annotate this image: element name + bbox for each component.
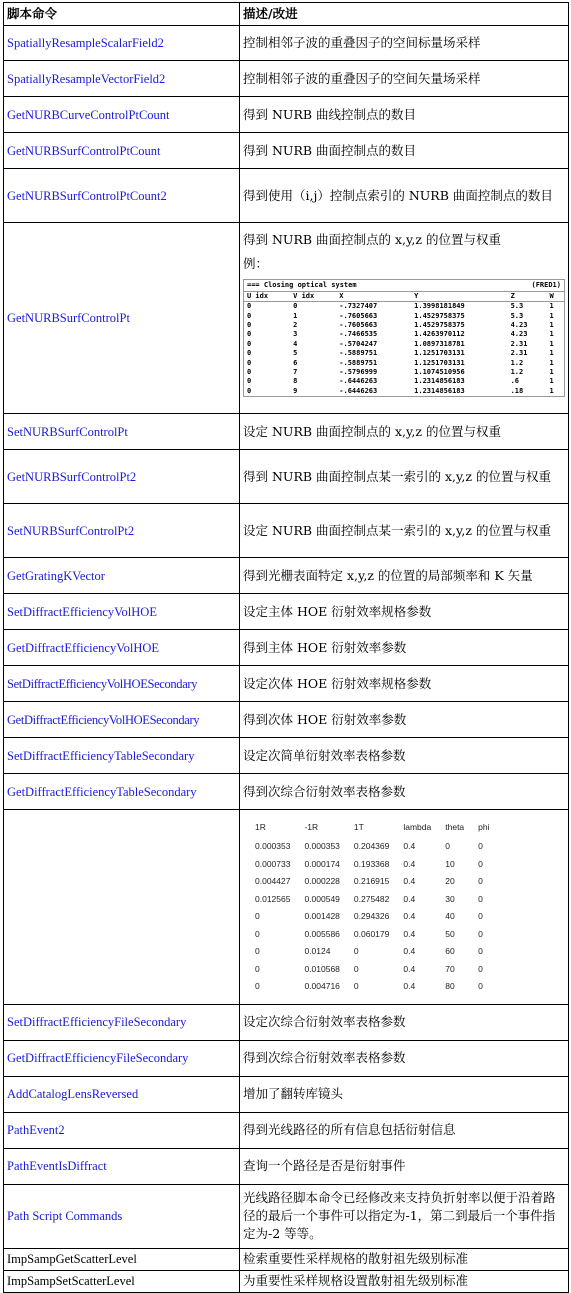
example-cell-value: 0 — [247, 368, 252, 377]
table-row — [4, 738, 569, 774]
table-row — [4, 1040, 569, 1076]
example-cell-value: 2.31 — [510, 349, 528, 358]
example-cell-value: 0.4 — [403, 911, 416, 921]
command-description: 查询一个路径是否是衍射事件 — [240, 1148, 569, 1184]
command-text: ImpSampSetScatterLevel — [4, 1270, 240, 1292]
example-cell-value: 0 — [247, 339, 252, 348]
command-link[interactable]: GetNURBSurfControlPtCount — [4, 133, 240, 169]
example-header-cell: W — [547, 292, 564, 302]
command-description: 得到 NURB 曲面控制点某一索引的 x,y,z 的位置与权重 — [240, 450, 569, 504]
example-cell-value: 0.001428 — [304, 911, 340, 921]
command-link[interactable]: SetNURBSurfControlPt — [4, 414, 240, 450]
command-description: 设定次综合衍射效率表格参数 — [240, 1004, 569, 1040]
command-description: 设定次简单衍射效率表格参数 — [240, 738, 569, 774]
example-cell-value: -.7605663 — [339, 311, 378, 320]
example-cell-value: 5.3 — [510, 311, 524, 320]
example-cell-value: 0.0124 — [304, 946, 331, 956]
command-description: 检索重要性采样规格的散射祖先级别标准 — [240, 1248, 569, 1270]
example-cell-value: 0.4 — [403, 841, 416, 851]
table-row — [4, 133, 569, 169]
example-cell-value: 1.2314856183 — [414, 386, 465, 395]
command-description: 设定次体 HOE 衍射效率规格参数 — [240, 666, 569, 702]
example-cell-value: 20 — [445, 876, 455, 886]
example-cell-value: 60 — [445, 946, 455, 956]
example-header-cell: 1R — [255, 822, 266, 832]
example-cell-value: 80 — [445, 981, 455, 991]
command-description: 得到主体 HOE 衍射效率参数 — [240, 630, 569, 666]
example-cell-value: 0 — [247, 311, 252, 320]
example-header-cell: -1R — [304, 822, 319, 832]
example-cell-value: 0.4 — [403, 946, 416, 956]
example-cell-value: 0.005586 — [304, 928, 340, 939]
example-cell-value: -.6446263 — [339, 386, 378, 395]
example-cell-value: 0.012565 — [255, 893, 291, 904]
command-link[interactable]: PathEvent2 — [4, 1112, 240, 1148]
command-link[interactable]: SpatiallyResampleVectorField2 — [4, 61, 240, 97]
example-cell-value: 0.216915 — [353, 876, 390, 886]
example-cell-value: -.5889751 — [339, 349, 378, 358]
example-header-cell: V idx — [290, 292, 336, 302]
example-cell-value: 1.4529758375 — [414, 311, 465, 320]
table-row — [4, 594, 569, 630]
command-description: 光线路径脚本命令已经修改来支持负折射率以便于沿着路径的最后一个事件可以指定为-1，第二到最后一个事件指定为-2 等等。 — [240, 1184, 569, 1248]
empty-cell — [4, 810, 240, 1005]
example-row — [244, 377, 564, 386]
example-header-cell: lambda — [403, 822, 432, 832]
command-description-cell — [240, 223, 569, 414]
example-row — [244, 321, 564, 330]
example-cell-value: 0 — [478, 858, 483, 869]
example-cell-value: 0.4 — [403, 858, 416, 869]
command-description: 控制相邻子波的重叠因子的空间矢量场采样 — [240, 61, 569, 97]
example-cell-value: 70 — [445, 963, 455, 974]
example-cell-value: 0.4 — [403, 893, 416, 904]
example-cell-value: 1 — [549, 358, 554, 367]
example-cell-value: 1.3998181849 — [414, 302, 465, 311]
example-cell-value: 0 — [255, 946, 260, 956]
example-table-efficiency-wrap — [243, 816, 565, 996]
example-cell-value: 0.000174 — [304, 858, 340, 869]
example-screenshot-nurb — [243, 279, 565, 397]
table-row — [4, 61, 569, 97]
command-text: ImpSampGetScatterLevel — [4, 1248, 240, 1270]
example-cell-value: 0 — [247, 349, 252, 358]
example-cell-value: -.7605663 — [339, 321, 378, 330]
example-cell-value: 0.294326 — [353, 911, 390, 921]
example-row — [244, 359, 564, 368]
example-cell-value: 0.000549 — [304, 893, 340, 904]
example-cell-value: 1.1251703131 — [414, 358, 465, 367]
command-link[interactable]: SetDiffractEfficiencyFileSecondary — [4, 1004, 240, 1040]
example-cell-value: 0.000733 — [255, 858, 291, 869]
example-cell-value: -.6446263 — [339, 377, 378, 386]
example-cell-value: 50 — [445, 928, 455, 939]
example-cell-value: 10 — [445, 858, 455, 869]
example-cell-value: 0 — [255, 963, 260, 974]
command-link[interactable]: GetDiffractEfficiencyTableSecondary — [4, 774, 240, 810]
example-title: === Closing optical system — [247, 281, 357, 289]
command-link[interactable]: AddCatalogLensReversed — [4, 1076, 240, 1112]
example-table-efficiency — [255, 816, 504, 996]
table-row-example — [4, 810, 569, 1005]
example-row — [244, 330, 564, 339]
example-row — [244, 368, 564, 377]
command-description: 得到 NURB 曲面控制点的数目 — [240, 133, 569, 169]
command-description: 得到光线路径的所有信息包括衍射信息 — [240, 1112, 569, 1148]
example-cell-value: 0.004716 — [304, 981, 340, 991]
example-cell-value: 0 — [478, 893, 483, 904]
example-cell-value: -.7466535 — [339, 330, 378, 339]
command-link[interactable]: GetNURBSurfControlPt — [4, 223, 240, 414]
table-row — [4, 97, 569, 133]
example-cell-value: 0.204369 — [353, 841, 390, 851]
command-description: 增加了翻转库镜头 — [240, 1076, 569, 1112]
example-cell-value: 1 — [293, 311, 298, 320]
example-cell-value: 0.4 — [403, 981, 416, 991]
example-cell-value: 0 — [255, 981, 260, 991]
example-cell-value: 30 — [445, 893, 455, 904]
command-link[interactable]: GetDiffractEfficiencyFileSecondary — [4, 1040, 240, 1076]
table-row — [4, 1112, 569, 1148]
example-header-cell: X — [336, 292, 411, 302]
example-cell-value: 1 — [549, 368, 554, 377]
example-header-cell: 1T — [353, 822, 364, 832]
command-description: 得到 NURB 曲线控制点的数目 — [240, 97, 569, 133]
command-link[interactable]: SetDiffractEfficiencyTableSecondary — [4, 738, 240, 774]
example-cell-value: -.5704247 — [339, 339, 378, 348]
example-cell-value: 0.010568 — [304, 963, 340, 974]
example-cell-value: 9 — [293, 386, 298, 395]
example-cell-value: 6 — [293, 358, 298, 367]
example-cell-value: 0 — [247, 302, 252, 311]
command-link[interactable]: GetGratingKVector — [4, 558, 240, 594]
example-row — [255, 908, 504, 926]
command-link[interactable]: PathEventIsDiffract — [4, 1148, 240, 1184]
table-row — [4, 1248, 569, 1270]
example-cell-value: 2.31 — [510, 339, 528, 348]
command-link[interactable]: GetNURBSurfControlPt2 — [4, 450, 240, 504]
example-cell-value: 2 — [293, 321, 298, 330]
example-cell-value: 40 — [445, 911, 455, 921]
example-cell-value: 1.0897318781 — [414, 339, 465, 348]
example-cell-value: 5.3 — [510, 302, 524, 311]
example-cell-value: 0.004427 — [255, 876, 291, 886]
example-cell-value: 1.4263970112 — [414, 330, 465, 339]
command-link[interactable]: GetDiffractEfficiencyVolHOESecondary — [4, 702, 240, 738]
example-cell-value: 4.23 — [510, 321, 528, 330]
example-cell-value: -.5889751 — [339, 358, 378, 367]
example-cell-value: 1 — [549, 311, 554, 320]
example-cell-value: 0 — [478, 928, 483, 939]
example-cell-value: 0.060179 — [353, 928, 390, 939]
example-cell-value: 0 — [255, 928, 260, 939]
table-row — [4, 169, 569, 223]
example-cell-value: 4 — [293, 339, 298, 348]
command-link[interactable]: Path Script Commands — [4, 1184, 240, 1248]
table-row — [4, 1004, 569, 1040]
example-cell-value: 1.4529758375 — [414, 321, 465, 330]
example-cell-value: 0 — [247, 321, 252, 330]
example-cell-value: 0 — [247, 358, 252, 367]
example-cell-value: 1 — [549, 302, 554, 311]
command-description: 得到次综合衍射效率表格参数 — [240, 1040, 569, 1076]
example-row — [255, 943, 504, 961]
example-cell-value: 0 — [247, 386, 252, 395]
header-description: 描述/改进 — [240, 3, 569, 26]
example-cell-value: 1.1251703131 — [414, 349, 465, 358]
command-description: 控制相邻子波的重叠因子的空间标量场采样 — [240, 26, 569, 61]
command-link[interactable]: GetNURBCurveControlPtCount — [4, 97, 240, 133]
example-table-nurb — [244, 291, 564, 396]
command-description: 为重要性采样规格设置散射祖先级别标准 — [240, 1270, 569, 1292]
example-cell-value: 4.23 — [510, 330, 528, 339]
example-cell-value: 0.000353 — [255, 841, 291, 851]
command-link[interactable]: SpatiallyResampleScalarField2 — [4, 26, 240, 61]
example-cell-value: 0 — [478, 963, 483, 974]
example-cell-value: -.7327407 — [339, 302, 378, 311]
example-cell-value: 7 — [293, 368, 298, 377]
command-description: 设定 NURB 曲面控制点的 x,y,z 的位置与权重 — [240, 414, 569, 450]
example-header-cell: theta — [445, 822, 465, 832]
example-row — [255, 891, 504, 909]
table-row — [4, 26, 569, 61]
example-cell-value: 1 — [549, 330, 554, 339]
table-row — [4, 1184, 569, 1248]
example-header-cell: U idx — [244, 292, 290, 302]
example-cell-value: .18 — [510, 386, 524, 395]
example-row — [255, 873, 504, 891]
table-row — [4, 1148, 569, 1184]
header-row — [4, 3, 569, 26]
example-cell-value: 1.2 — [510, 368, 524, 377]
table-row — [4, 450, 569, 504]
command-link[interactable]: SetDiffractEfficiencyVolHOE — [4, 594, 240, 630]
example-header-cell: phi — [478, 822, 490, 832]
example-cell-value: 0 — [353, 946, 359, 956]
example-cell-value: 0.275482 — [353, 893, 390, 904]
table-row — [4, 702, 569, 738]
example-cell-value: 1.2314856183 — [414, 377, 465, 386]
example-cell-value: 0 — [478, 841, 483, 851]
example-cell-value: 0 — [247, 330, 252, 339]
example-cell-value: 1 — [549, 386, 554, 395]
table-row — [4, 774, 569, 810]
example-cell-value: 0.4 — [403, 963, 416, 974]
table-row — [4, 504, 569, 558]
example-cell — [240, 810, 569, 1005]
example-cell-value: 0 — [445, 841, 450, 851]
table-row — [4, 558, 569, 594]
example-cell-value: 0.4 — [403, 876, 416, 886]
example-cell-value: 0 — [255, 911, 260, 921]
example-row — [244, 312, 564, 321]
example-cell-value: 0 — [478, 911, 483, 921]
command-description: 得到次体 HOE 衍射效率参数 — [240, 702, 569, 738]
example-cell-value: 0 — [353, 963, 359, 974]
command-link[interactable]: SetDiffractEfficiencyVolHOESecondary — [4, 666, 240, 702]
example-row — [255, 926, 504, 944]
example-cell-value: 0.4 — [403, 928, 416, 939]
example-cell-value: 3 — [293, 330, 298, 339]
example-cell-value: 1 — [549, 377, 554, 386]
example-cell-value: 1.1074510956 — [414, 368, 465, 377]
example-cell-value: 1 — [549, 349, 554, 358]
example-label: 例： — [243, 256, 269, 271]
header-command: 脚本命令 — [4, 3, 240, 26]
command-description: 得到使用（i,j）控制点索引的 NURB 曲面控制点的数目 — [240, 169, 569, 223]
example-cell-value: 0 — [478, 946, 483, 956]
command-description: 得到 NURB 曲面控制点的 x,y,z 的位置与权重 — [243, 232, 501, 247]
example-header-cell: Y — [411, 292, 507, 302]
command-description: 设定主体 HOE 衍射效率规格参数 — [240, 594, 569, 630]
example-row — [255, 978, 504, 996]
example-cell-value: 0 — [293, 302, 298, 311]
example-cell-value: 0 — [478, 876, 483, 886]
command-description: 得到光栅表面特定 x,y,z 的位置的局部频率和 K 矢量 — [240, 558, 569, 594]
example-cell-value: 0.000228 — [304, 876, 340, 886]
example-cell-value: 0 — [247, 377, 252, 386]
example-header-cell: Z — [508, 292, 547, 302]
example-cell-value: 5 — [293, 349, 298, 358]
command-link[interactable]: GetDiffractEfficiencyVolHOE — [4, 630, 240, 666]
example-cell-value: 0.193368 — [353, 858, 390, 869]
example-row — [244, 387, 564, 396]
table-row — [4, 223, 569, 414]
command-description: 得到次综合衍射效率表格参数 — [240, 774, 569, 810]
example-cell-value: 1 — [549, 321, 554, 330]
table-row — [4, 666, 569, 702]
command-description: 设定 NURB 曲面控制点某一索引的 x,y,z 的位置与权重 — [240, 504, 569, 558]
example-cell-value: 1.2 — [510, 358, 524, 367]
example-cell-value: 1 — [549, 339, 554, 348]
command-link[interactable]: GetNURBSurfControlPtCount2 — [4, 169, 240, 223]
example-cell-value: 8 — [293, 377, 298, 386]
example-row — [244, 349, 564, 358]
example-row — [255, 856, 504, 874]
table-row — [4, 1270, 569, 1292]
example-row — [244, 302, 564, 312]
example-row — [255, 838, 504, 856]
table-row — [4, 414, 569, 450]
command-link[interactable]: SetNURBSurfControlPt2 — [4, 504, 240, 558]
table-row — [4, 630, 569, 666]
example-row — [255, 961, 504, 979]
table-row — [4, 1076, 569, 1112]
example-tag: (FRED1) — [531, 281, 561, 289]
example-cell-value: .6 — [510, 377, 520, 386]
example-cell-value: -.5796999 — [339, 368, 378, 377]
example-cell-value: 0 — [478, 981, 483, 991]
example-cell-value: 0.000353 — [304, 841, 340, 851]
command-table — [3, 2, 569, 1293]
example-cell-value: 0 — [353, 981, 359, 991]
example-row — [244, 340, 564, 349]
